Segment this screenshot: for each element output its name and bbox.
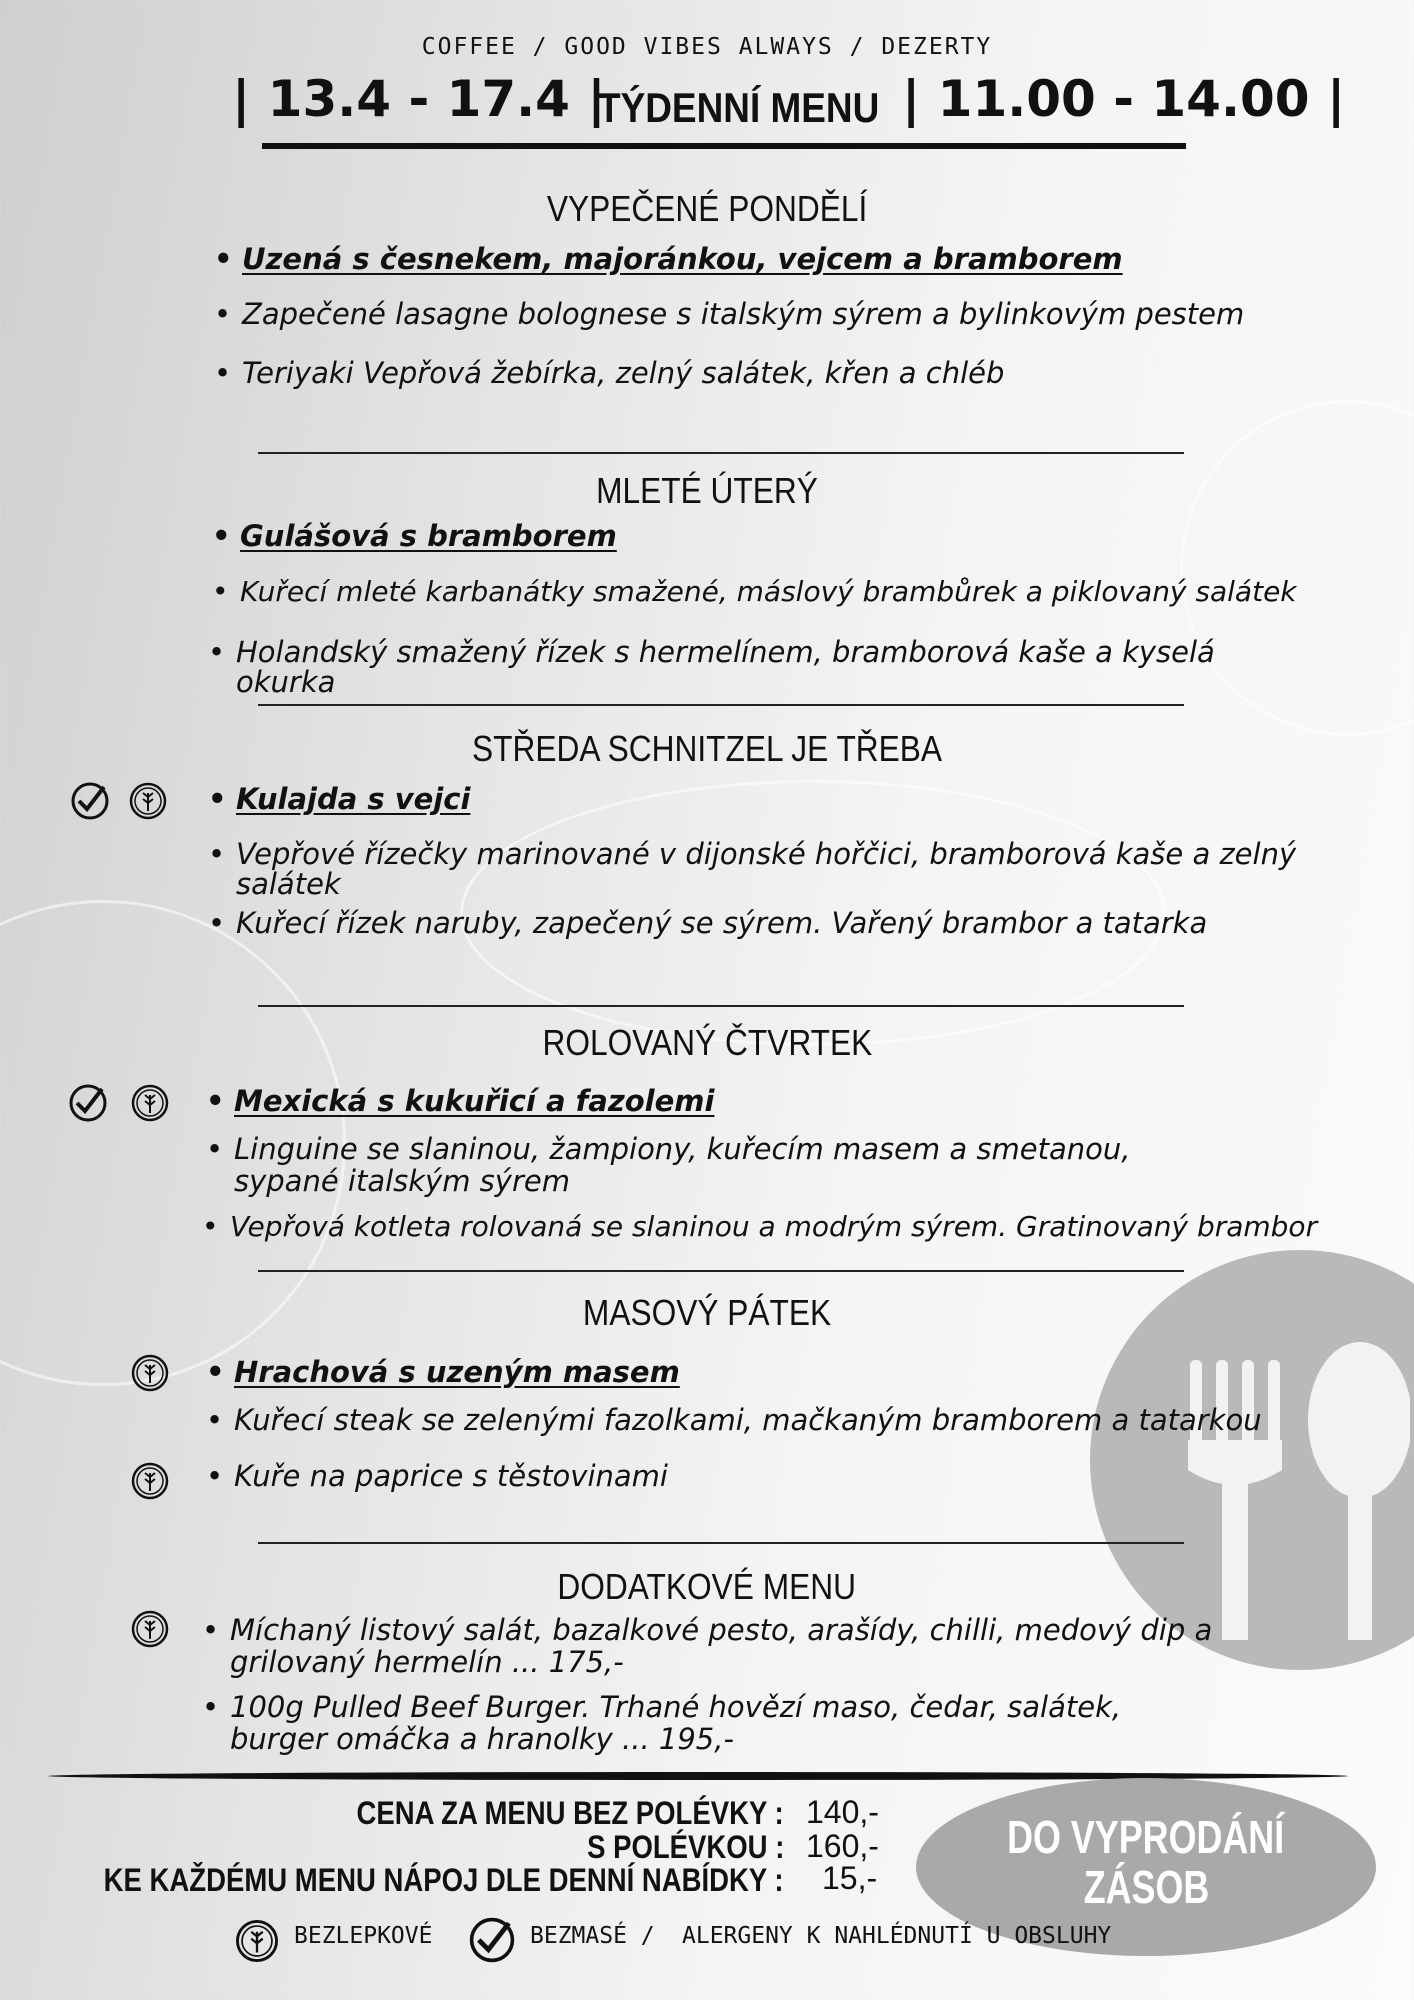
tagline: COFFEE / GOOD VIBES ALWAYS / DEZERTY	[421, 34, 993, 60]
soup-item: • Kulajda s vejci	[236, 783, 470, 815]
price-label-with-soup: S POLÉVKOU :	[586, 1829, 784, 1865]
menu-item: • Kuřecí steak se zelenými fazolkami, mačkaným bramborem a tatarkou	[234, 1404, 1262, 1436]
legend-allergens: ALERGENY K NAHLÉDNUTÍ U OBSLUHY	[682, 1923, 1112, 1949]
menu-item-continuation: okurka	[236, 665, 336, 699]
day-title-friday: MASOVÝ PÁTEK	[582, 1292, 832, 1333]
leaf-check-icon	[68, 1083, 108, 1123]
background-plate-sketch	[1180, 400, 1414, 736]
section-divider	[258, 1005, 1184, 1007]
menu-item: • Kuře na paprice s těstovinami	[234, 1460, 668, 1492]
section-divider	[258, 1270, 1184, 1272]
menu-item-continuation: burger omáčka a hranolky ... 195,-	[230, 1722, 734, 1756]
day-title-monday: VYPEČENÉ PONDĚLÍ	[546, 188, 868, 229]
menu-item: • Teriyaki Vepřová žebírka, zelný salátek, křen a chléb	[242, 357, 1004, 389]
price-label-no-soup: CENA ZA MENU BEZ POLÉVKY :	[356, 1795, 784, 1831]
soup-item: • Hrachová s uzeným masem	[234, 1356, 680, 1388]
price-value-with-soup: 160,-	[806, 1828, 879, 1864]
day-title-wednesday: STŘEDA SCHNITZEL JE TŘEBA	[471, 728, 943, 769]
wheat-crossed-icon	[234, 1918, 280, 1964]
section-divider	[258, 452, 1184, 454]
wheat-crossed-icon	[130, 1461, 170, 1501]
header-dates: | 13.4 - 17.4 |	[232, 70, 606, 128]
sold-out-badge-text: DO VYPRODÁNÍ ZÁSOB	[1007, 1811, 1285, 1913]
menu-item-continuation: salátek	[236, 867, 341, 901]
price-value-drink: 15,-	[822, 1860, 878, 1896]
header-hours: | 11.00 - 14.00 |	[902, 70, 1346, 128]
section-divider	[258, 1542, 1184, 1544]
header-divider	[262, 143, 1186, 149]
menu-item: • Holandský smažený řízek s hermelínem, bramborová kaše a kyselá	[236, 636, 1215, 668]
menu-item: • Vepřové řízečky marinované v dijonské hořčici, bramborová kaše a zelný	[236, 838, 1296, 870]
menu-item-continuation: grilovaný hermelín ... 175,-	[230, 1645, 624, 1679]
day-title-extra: DODATKOVÉ MENU	[557, 1566, 857, 1607]
menu-item: • Linguine se slaninou, žampiony, kuřecím masem a smetanou,	[234, 1133, 1130, 1165]
leaf-check-icon	[70, 781, 110, 821]
day-title-tuesday: MLETÉ ÚTERÝ	[596, 470, 818, 511]
menu-item: • Míchaný listový salát, bazalkové pesto, arašídy, chilli, medový dip a	[230, 1614, 1212, 1646]
legend-meatless: BEZMASÉ /	[530, 1923, 655, 1949]
menu-item: • Kuřecí řízek naruby, zapečený se sýrem. Vařený brambor a tatarka	[236, 907, 1207, 939]
price-value-no-soup: 140,-	[806, 1794, 879, 1830]
soup-item: • Gulášová s bramborem	[240, 520, 617, 552]
price-label-drink: KE KAŽDÉMU MENU NÁPOJ DLE DENNÍ NABÍDKY :	[104, 1862, 784, 1898]
soup-item: • Uzená s česnekem, majoránkou, vejcem a bramborem	[242, 243, 1123, 275]
leaf-check-icon	[468, 1916, 516, 1964]
menu-item-continuation: sypané italským sýrem	[234, 1164, 570, 1198]
menu-item: • 100g Pulled Beef Burger. Trhané hovězí maso, čedar, salátek,	[230, 1691, 1121, 1723]
page-title: TÝDENNÍ MENU	[598, 84, 880, 131]
wheat-crossed-icon	[128, 781, 168, 821]
soup-item: • Mexická s kukuřicí a fazolemi	[234, 1085, 714, 1117]
menu-item: • Vepřová kotleta rolovaná se slaninou a modrým sýrem. Gratinovaný brambor	[230, 1211, 1317, 1243]
wheat-crossed-icon	[130, 1609, 170, 1649]
day-title-thursday: ROLOVANÝ ČTVRTEK	[542, 1022, 872, 1063]
menu-item: • Kuřecí mleté karbanátky smažené, máslový brambůrek a piklovaný salátek	[240, 576, 1297, 608]
menu-item: • Zapečené lasagne bolognese s italským sýrem a bylinkovým pestem	[242, 298, 1244, 330]
section-divider	[258, 704, 1184, 706]
legend-gluten-free: BEZLEPKOVÉ	[294, 1923, 433, 1949]
wheat-crossed-icon	[130, 1083, 170, 1123]
wheat-crossed-icon	[130, 1353, 170, 1393]
